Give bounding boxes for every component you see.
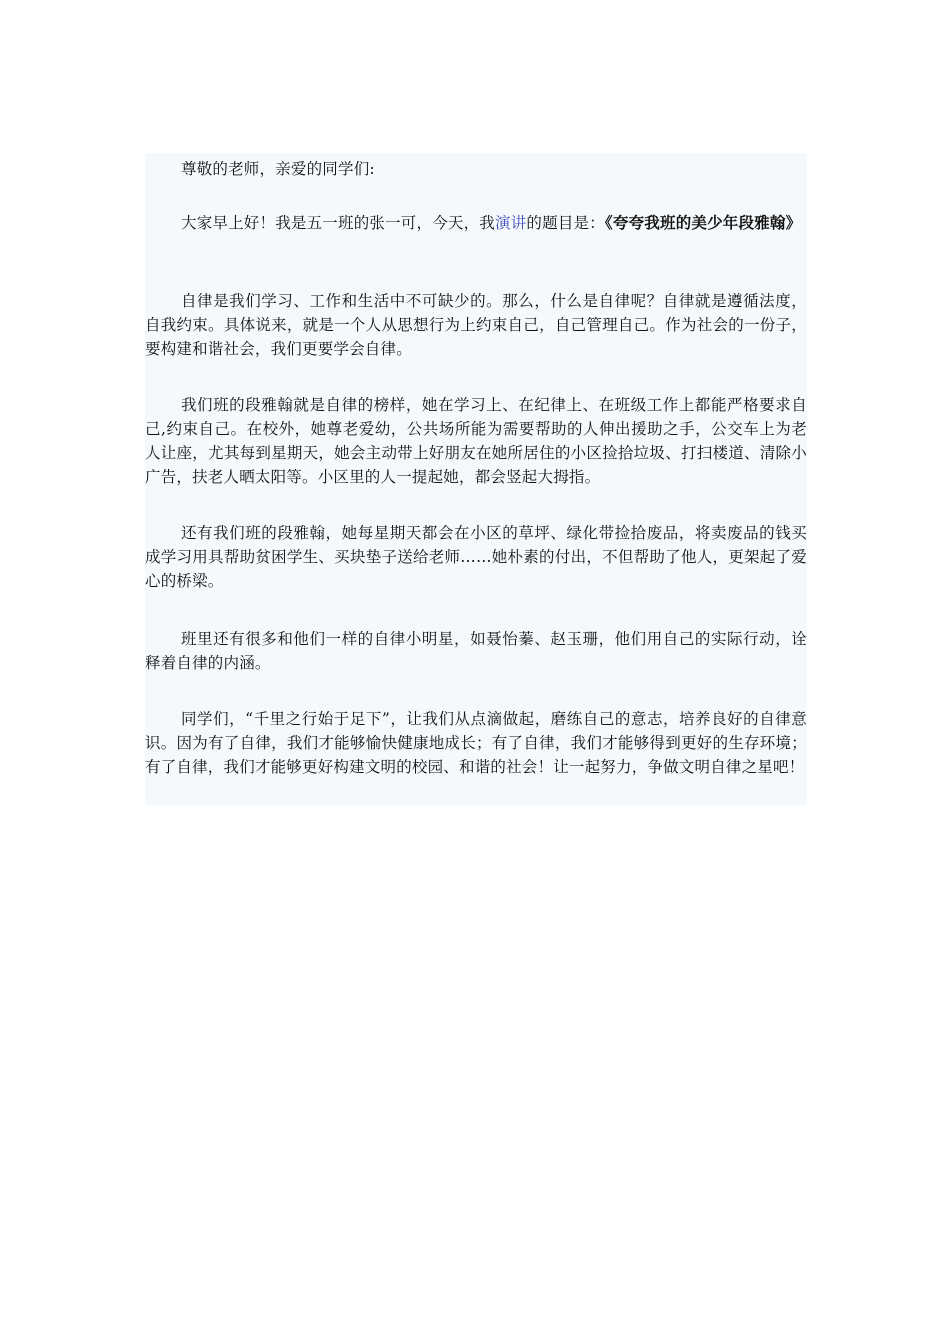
greeting: 尊敬的老师，亲爱的同学们: bbox=[181, 160, 375, 178]
intro-text: 大家早上好！我是五一班的张一可，今天，我 bbox=[181, 214, 496, 232]
paragraph-conclusion: 同学们，“千里之行始于足下”，让我们从点滴做起，磨练自己的意志，培养良好的自律意识。因为有了自律，我们才能够愉快健康地成长；有了自律，我们才能够得到更好的生存环境；有了自律，我们才能够更好构建文明的校园、和谐的社会！让一起努力，争做文明自律之星吧！ bbox=[145, 710, 807, 776]
speech-content bbox=[145, 153, 807, 805]
speech-link[interactable]: 演讲 bbox=[495, 214, 527, 232]
paragraph-class-stars: 班里还有很多和他们一样的自律小明星，如聂怡蓁、赵玉珊，他们用自己的实际行动，诠释着自律的内涵。 bbox=[145, 630, 807, 672]
paragraph-weekend-service: 还有我们班的段雅翰，她每星期天都会在小区的草坪、绿化带捡拾废品，将卖废品的钱买成学习用具帮助贫困学生、买块垫子送给老师……她朴素的付出，不但帮助了他人，更架起了爱心的桥梁。 bbox=[145, 524, 807, 590]
speech-title: 《夸夸我班的美少年段雅翰》 bbox=[604, 213, 802, 232]
intro-text-continued: 的题目是： bbox=[526, 214, 605, 232]
paragraph-role-model: 我们班的段雅翰就是自律的榜样，她在学习上、在纪律上、在班级工作上都能严格要求自己,约束自己。在校外，她尊老爱幼，公共场所能为需要帮助的人伸出援助之手，公交车上为老人让座，尤其每到星期天，她会主动带上好朋友在她所居住的小区捡拾垃圾、打扫楼道、清除小广告，扶老人晒太阳等。小区里的人一提起她，都会竖起大拇指。 bbox=[145, 396, 807, 486]
intro-paragraph bbox=[145, 211, 807, 235]
paragraph-self-discipline-definition: 自律是我们学习、工作和生活中不可缺少的。那么，什么是自律呢？自律就是遵循法度，自我约束。具体说来，就是一个人从思想行为上约束自己，自己管理自己。作为社会的一份子，要构建和谐社会，我们更要学会自律。 bbox=[145, 292, 807, 358]
